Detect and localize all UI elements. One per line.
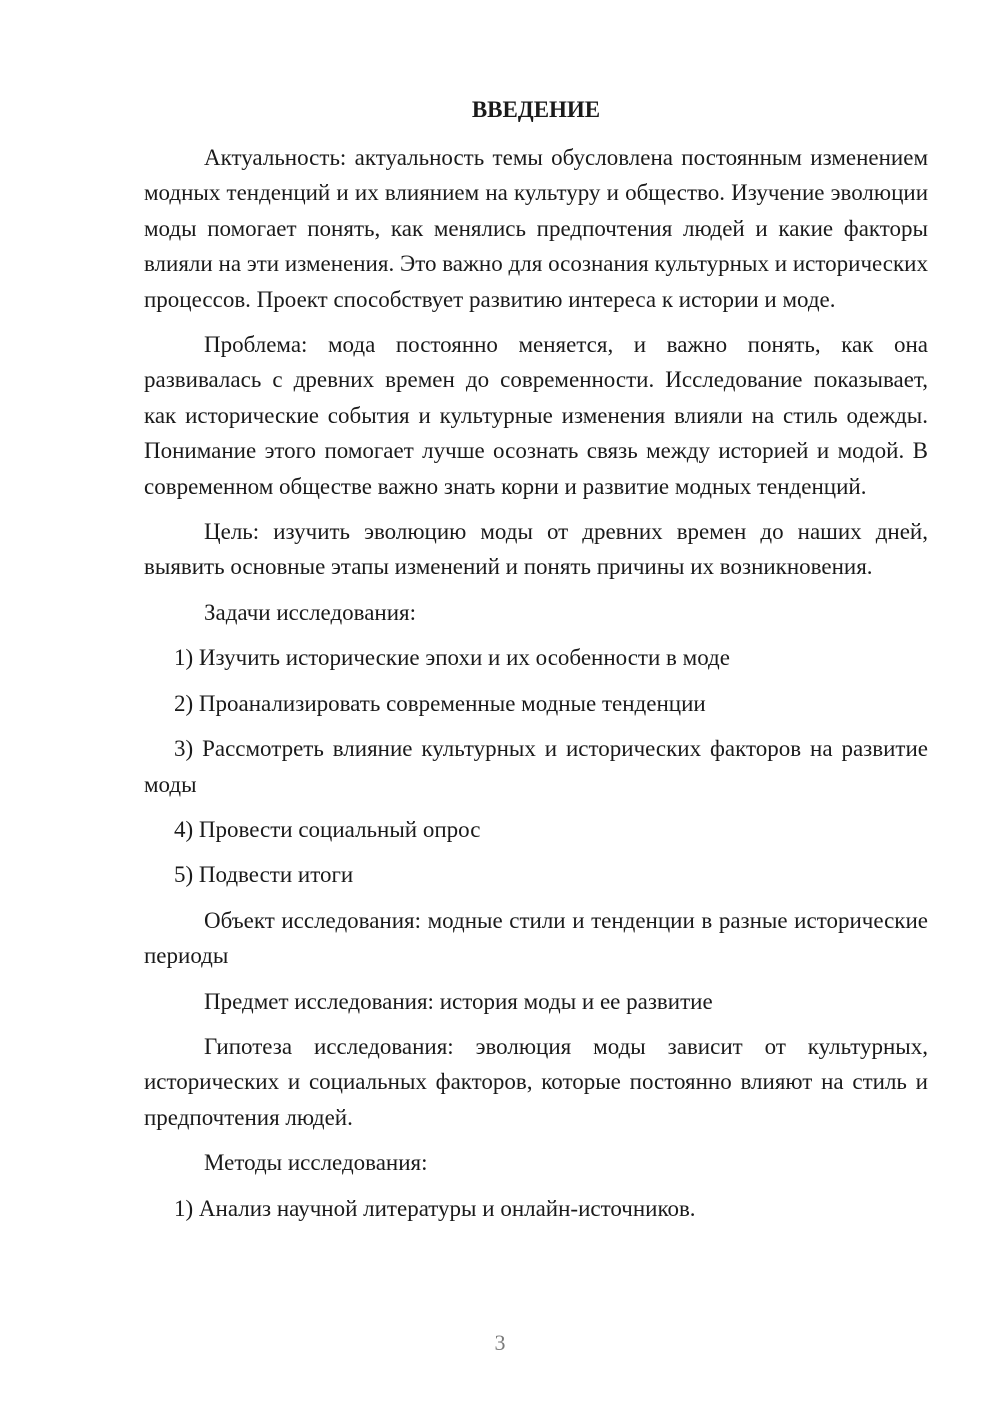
task-item: 3) Рассмотреть влияние культурных и исторических факторов на развитие моды <box>144 736 928 797</box>
problem-paragraph: Проблема: мода постоянно меняется, и важно понять, как она развивалась с древних времен до современности. Исследование показывает, как исторические события и культурные изменения влияли на стиль одежды. Понимание этого помогает лучше осознать связь между историей и модой. В современном обществе важно знать корни и развитие модных тенденций. <box>144 332 928 499</box>
task-item: 1) Изучить исторические эпохи и их особенности в моде <box>174 645 730 671</box>
subject-paragraph: Предмет исследования: история моды и ее развитие <box>204 988 713 1014</box>
page-number: 3 <box>494 1330 506 1355</box>
object-paragraph: Объект исследования: модные стили и тенденции в разные исторические периоды <box>144 907 928 969</box>
page-title: ВВЕДЕНИЕ <box>471 97 601 122</box>
tasks-heading: Задачи исследования: <box>204 599 417 625</box>
task-item: 5) Подвести итоги <box>174 862 354 888</box>
methods-heading: Методы исследования: <box>204 1150 428 1176</box>
task-item: 4) Провести социальный опрос <box>174 816 481 842</box>
method-item: 1) Анализ научной литературы и онлайн-источников. <box>174 1195 696 1221</box>
goal-paragraph: Цель: изучить эволюцию моды от древних времен до наших дней, выявить основные этапы изменений и понять причины их возникновения. <box>144 519 928 580</box>
hypothesis-paragraph: Гипотеза исследования: эволюция моды зависит от культурных, исторических и социальных факторов, которые постоянно влияют на стиль и предпочтения людей. <box>144 1033 928 1130</box>
document-page <box>144 92 928 1236</box>
task-item: 2) Проанализировать современные модные тенденции <box>174 690 706 716</box>
relevance-paragraph: Актуальность: актуальность темы обусловлена постоянным изменением модных тенденций и их влиянием на культуру и общество. Изучение эволюции моды помогает понять, как менялись предпочтения людей и какие факторы влияли на эти изменения. Это важно для осознания культурных и исторических процессов. Проект способствует развитию интереса к истории и моде. <box>144 145 928 312</box>
